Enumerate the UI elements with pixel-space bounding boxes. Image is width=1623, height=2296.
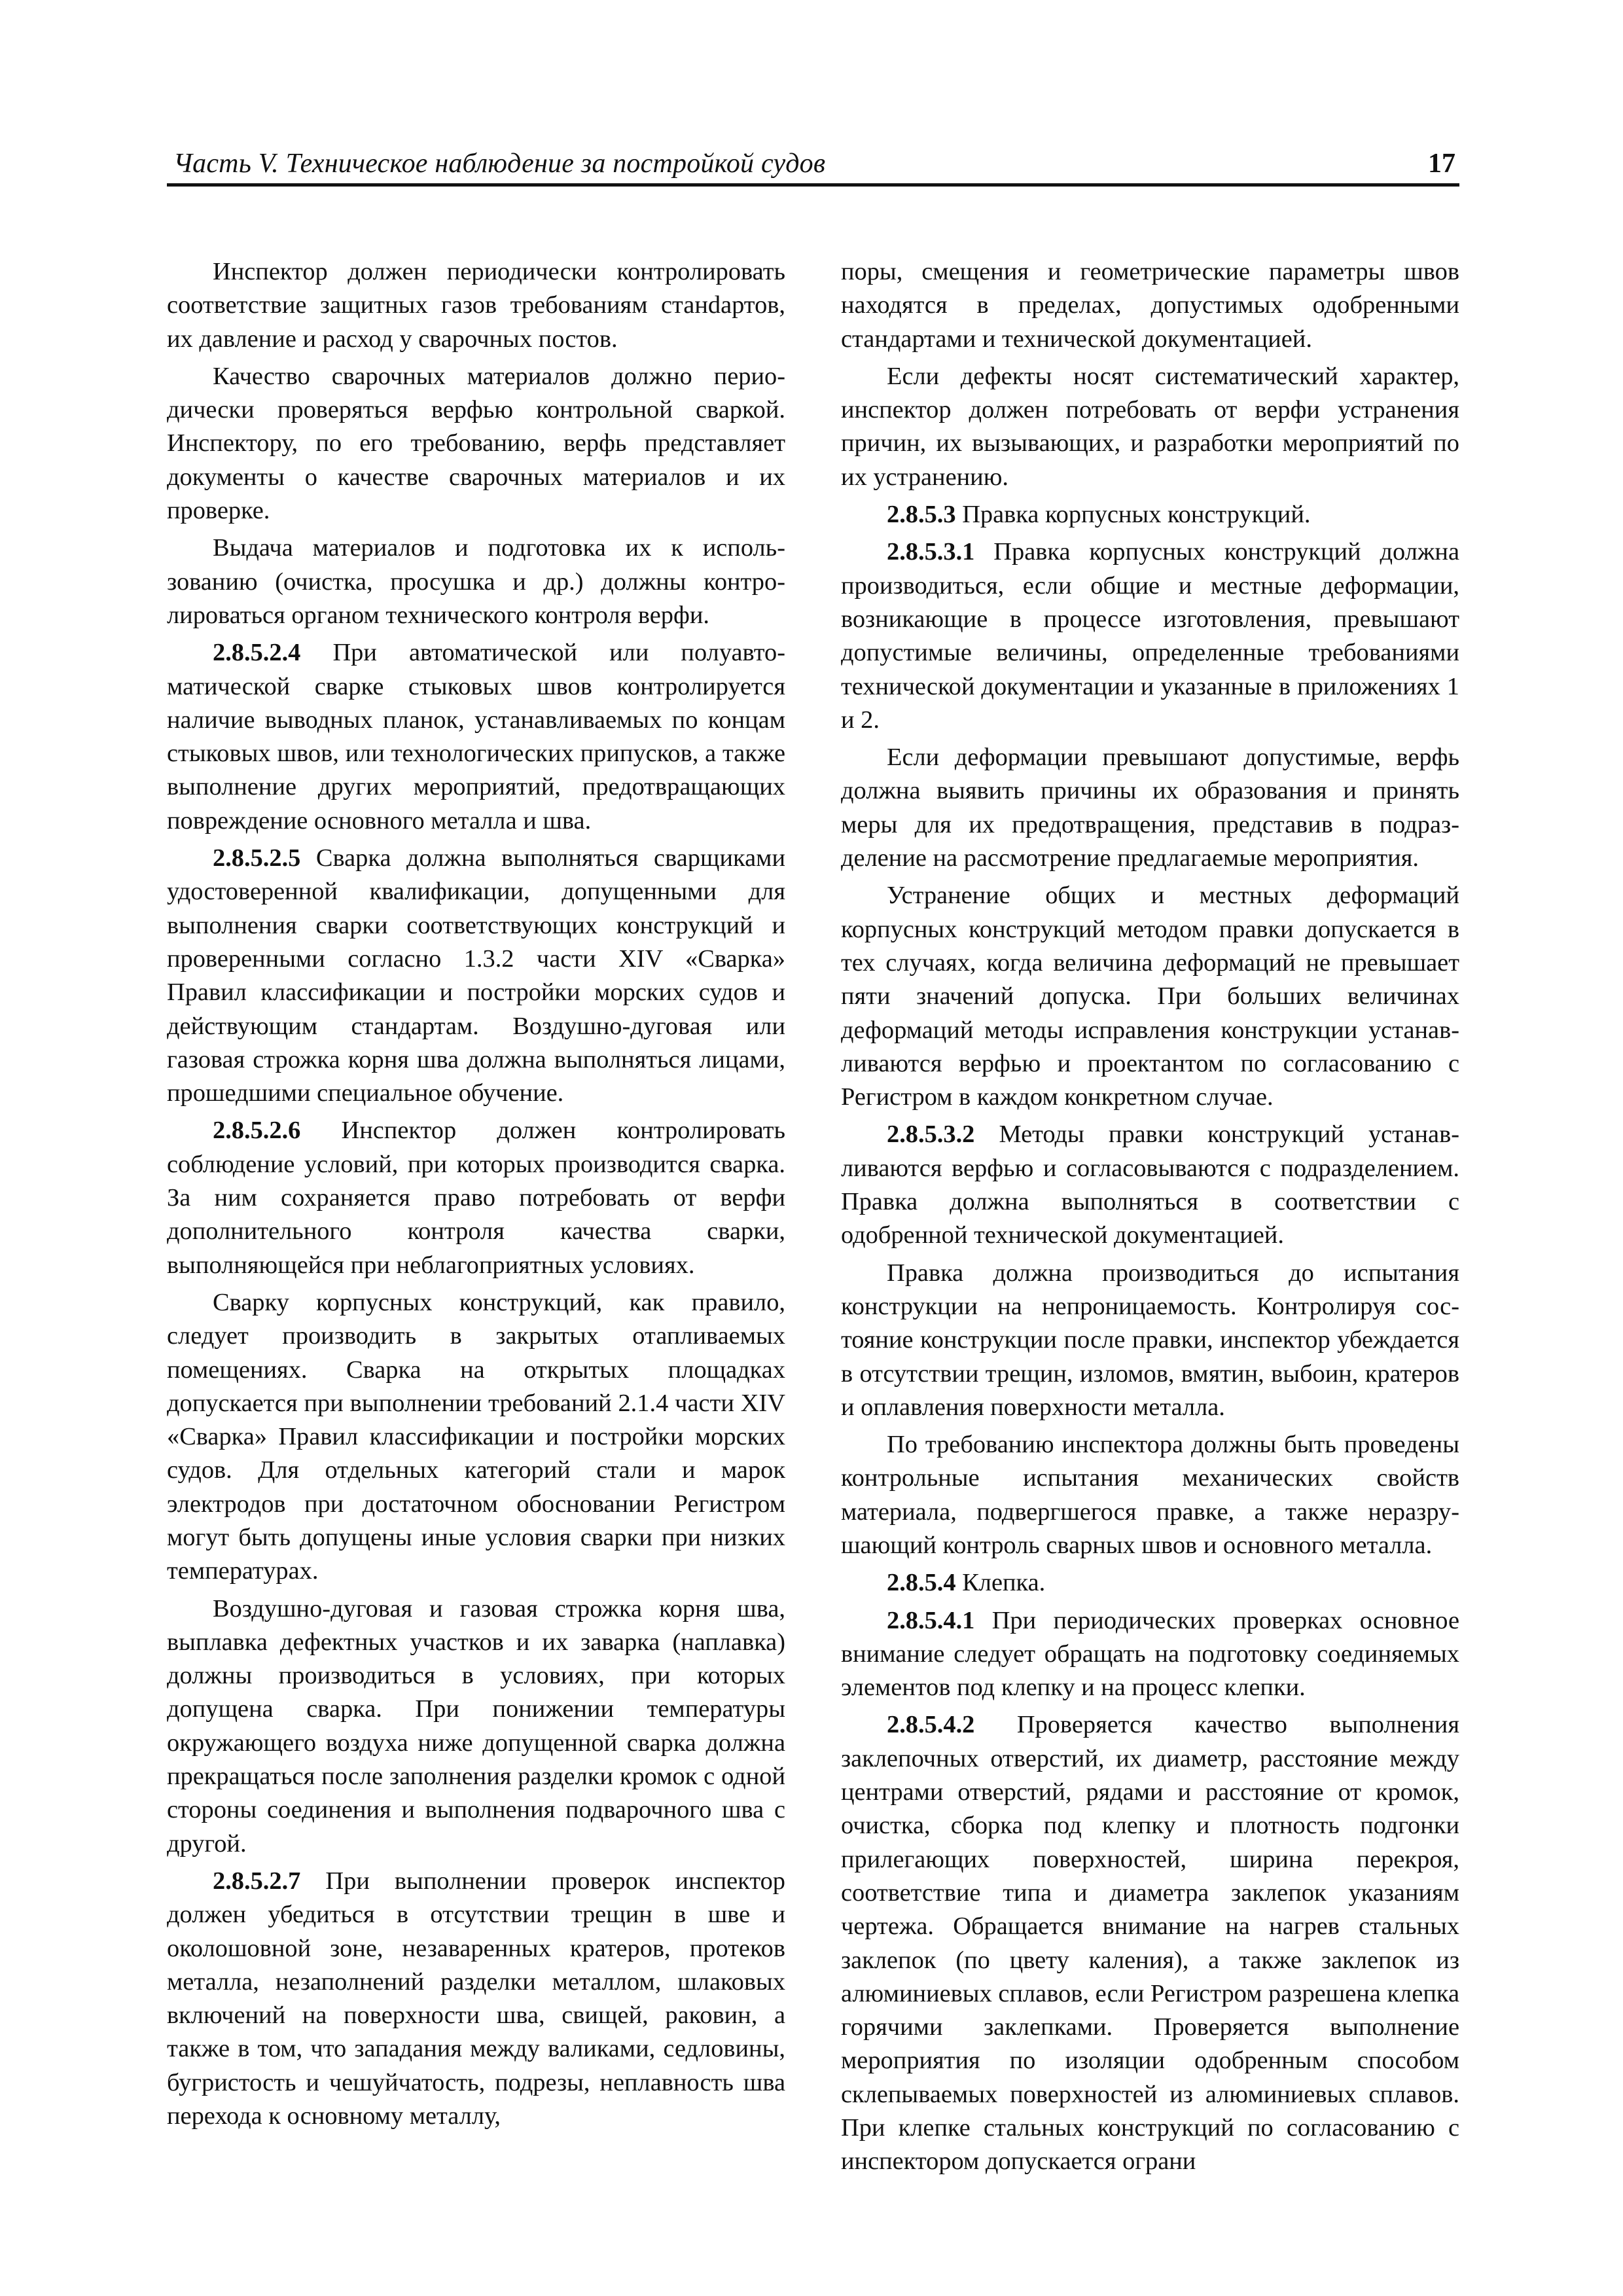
paragraph (841, 1566, 1459, 1600)
paragraph-text: поры, смещения и геометрические параметры швов находятся в пределах, допустимых одобренными стандартами и технической документацией. (841, 258, 1459, 353)
paragraph (841, 1118, 1459, 1252)
clause-number: 2.8.5.3.2 (887, 1121, 975, 1149)
paragraph-text: Клепка. (962, 1569, 1046, 1597)
paragraph (841, 1428, 1459, 1562)
paragraph (167, 1865, 785, 2133)
clause-number: 2.8.5.2.5 (213, 844, 301, 872)
text-columns (167, 255, 1459, 2183)
paragraph (167, 1592, 785, 1861)
paragraph (167, 842, 785, 1110)
clause-number: 2.8.5.2.6 (213, 1117, 301, 1145)
paragraph-text: Правка корпусных конструкций. (962, 501, 1311, 529)
paragraph-text: Воздушно-дуговая и газовая строжка корня шва, выплавка дефектных участков и их заварка (наплавка) должны производиться в условиях, при которых допущена сварка. При понижении температуры окружающего воздуха ниже допущенной сварка должна прекращаться после заполнения разделки кромок с одной стороны соединения и выполнения подварочного шва с другой. (167, 1594, 785, 1857)
paragraph-text: При выполнении проверок инспектор должен убедиться в отсутствии трещин в шве и околошовной зоне, незаваренных кратеров, протеков металла, незаполнений разделки металлом, шлаковых включений на поверхности шва, свищей, раковин, а также в том, что западания между валиками, седловины, бугристость и чешуйчатость, подрезы, неплавность шва перехода к основному металлу, (167, 1867, 785, 2130)
paragraph (841, 255, 1459, 356)
paragraph (841, 1708, 1459, 2178)
right-column (841, 255, 1459, 2183)
paragraph-text: Выдача материалов и подготовка их к использованию (очистка, просушка и др.) должны контролироваться органом технического контроля верфи. (167, 534, 785, 629)
paragraph-text: Правка корпусных конструкций должна производиться, если общие и местные деформации, возникающие в процессе изготовления, превышают допустимые величины, определенные требованиями технической документации и указанные в приложениях 1 и 2. (841, 538, 1459, 734)
paragraph (841, 741, 1459, 875)
paragraph-text: Сварка должна выполняться сварщиками удостоверенной квалификации, допущенными для выполнения сварки соответствующих конструкций и проверенными согласно 1.3.2 части XIV «Сварка» Правил классификации и постройки морских судов и действующим стандартам. Воздушно-дуговая или газовая строжка корня шва должна выполняться лицами, прошедшими специальное обучение. (167, 844, 785, 1107)
paragraph (841, 498, 1459, 531)
paragraph-text: По требованию инспектора должны быть проведены контрольные испытания механических свойств материала, подвергшегося правке, а также неразрушающий контроль сварных швов и основного металла. (841, 1431, 1459, 1559)
paragraph-text: Сварку корпусных конструкций, как правило, следует производить в закрытых отапливаемых помещениях. Сварка на открытых площадках допускается при выполнении требований 2.1.4 части XIV «Сварка» Правил классификации и постройки морских судов. Для отдельных категорий стали и марок электродов при достаточном обосновании Регистром могут быть допущены иные условия сварки при низких температурах. (167, 1288, 785, 1585)
clause-number: 2.8.5.4.2 (887, 1711, 975, 1739)
paragraph (841, 360, 1459, 494)
page-number: 17 (1428, 149, 1455, 179)
paragraph (167, 1286, 785, 1588)
paragraph (167, 531, 785, 632)
paragraph-text: Инспектор должен контролировать соблюдение условий, при которых производится сварка. За ним сохраняется право потребовать от верфи дополнительного контроля качества сварки, выполняющейся при неблагоприятных условиях. (167, 1117, 785, 1279)
paragraph (167, 636, 785, 838)
clause-number: 2.8.5.4.1 (887, 1606, 975, 1634)
paragraph (841, 1257, 1459, 1424)
paragraph (167, 1114, 785, 1282)
paragraph (841, 535, 1459, 737)
running-title: Часть V. Техническое наблюдение за постройкой судов (173, 149, 826, 179)
paragraph-text: Методы правки конструкций устанавливаются верфью и согласовываются с подразделением. Правка должна выполняться в соответствии с одобренной технической документацией. (841, 1121, 1459, 1249)
paragraph-text: Качество сварочных материалов должно периодически проверяться верфью контрольной сваркой. Инспектору, по его требованию, верфь представляет документы о качестве сварочных материалов и их проверке. (167, 362, 785, 525)
paragraph-text: Если деформации превышают допустимые, верфь должна выявить причины их образования и принять меры для их предотвращения, представив в подразделение на рассмотрение предлагаемые мероприятия. (841, 744, 1459, 872)
paragraph (841, 879, 1459, 1114)
clause-number: 2.8.5.3.1 (887, 538, 975, 566)
page-header (167, 137, 1459, 187)
paragraph-text: Инспектор должен периодически контролировать соответствие защитных газов требованиям станdартов, их давление и расход у сварочных постов. (167, 258, 785, 353)
paragraph-text: При периодических проверках основное внимание следует обращать на подготовку соединяемых элементов под клепку и на процесс клепки. (841, 1606, 1459, 1702)
paragraph-text: Устранение общих и местных деформаций корпусных конструкций методом правки допускается в тех случаях, когда величина деформаций не превышает пяти значений допуска. При больших величинах деформаций методы исправления конструкции устанавливаются верфью и проектантом по согласованию с Регистром в каждом конкретном случае. (841, 882, 1459, 1111)
paragraph-text: Если дефекты носят систематический характер, инспектор должен потребовать от верфи устранения причин, их вызывающих, и разработки мероприятий по их устранению. (841, 362, 1459, 491)
paragraph (841, 1604, 1459, 1705)
clause-number: 2.8.5.3 (887, 501, 956, 529)
left-column (167, 255, 785, 2183)
clause-number: 2.8.5.2.4 (213, 639, 301, 667)
clause-number: 2.8.5.4 (887, 1569, 956, 1597)
paragraph-text: Правка должна производиться до испытания конструкции на непроницаемость. Контролируя состояние конструкции после правки, инспектор убеждается в отсутствии трещин, изломов, вмятин, выбоин, кратеров и оплавления поверхности металла. (841, 1259, 1459, 1421)
paragraph-text: При автоматической или полуавтоматической сварке стыковых швов контролируется наличие выводных планок, устанавливаемых по концам стыковых швов, или технологических припусков, а также выполнение других мероприятий, предотвращающих повреждение основного металла и шва. (167, 639, 785, 834)
clause-number: 2.8.5.2.7 (213, 1867, 301, 1895)
paragraph-text: Проверяется качество выполнения заклепочных отверстий, их диаметр, расстояние между центрами отверстий, рядами и расстояние от кромок, очистка, сборка под клепку и плотность подгонки прилегающих поверхностей, ширина перекроя, соответствие типа и диаметра заклепок указаниям чертежа. Обращается внимание на нагрев стальных заклепок (по цвету каления), а также заклепок из алюминиевых сплавов, если Регистром разрешена клепка горячими заклепками. Проверяется выполнение мероприятия по изоляции одобренным способом склепываемых поверхностей из алюминиевых сплавов. При клепке стальных конструкций по согласованию с инспектором допускается ограни (841, 1711, 1459, 2176)
paragraph (167, 360, 785, 528)
paragraph (167, 255, 785, 356)
